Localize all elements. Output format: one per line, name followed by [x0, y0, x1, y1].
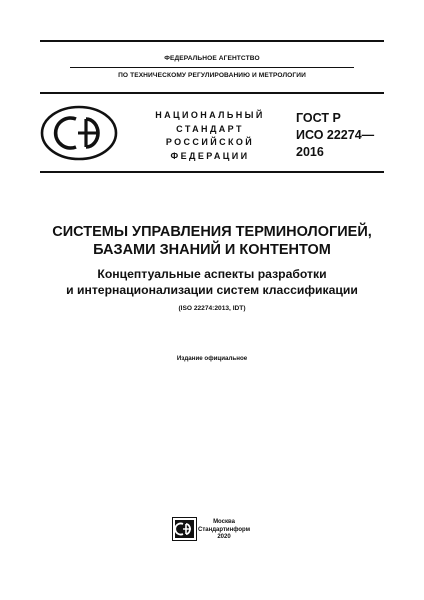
publisher-name: Стандартинформ: [198, 526, 251, 533]
publication-year: 2020: [217, 534, 231, 540]
designation-line-2: ИСО 22274—: [296, 128, 375, 142]
agency-line-2: ПО ТЕХНИЧЕСКОМУ РЕГУЛИРОВАНИЮ И МЕТРОЛОГИИ: [118, 72, 306, 79]
agency-divider: [70, 67, 354, 68]
standard-designation: [296, 110, 386, 161]
standard-type-line: СТАНДАРТ: [176, 123, 244, 134]
standard-type-line: РОССИЙСКОЙ: [165, 137, 255, 147]
title-line-2: БАЗАМИ ЗНАНИЙ И КОНТЕНТОМ: [93, 242, 331, 258]
standard-type-line: НАЦИОНАЛЬНЫЙ: [155, 110, 265, 120]
top-rule: [40, 40, 384, 42]
subtitle-line-1: Концептуальные аспекты разработки: [97, 267, 327, 281]
standartinform-logo-icon: [172, 517, 197, 541]
document-subtitle: [0, 266, 424, 298]
agency-line-1: ФЕДЕРАЛЬНОЕ АГЕНТСТВО: [164, 55, 260, 62]
standard-type-line: ФЕДЕРАЦИИ: [170, 150, 250, 161]
standard-type-block: [140, 109, 280, 163]
publisher-block: [198, 519, 250, 542]
header-bottom-rule: [40, 92, 384, 94]
subtitle-line-2: и интернационализации систем классификации: [66, 283, 358, 297]
designation-line-3: 2016: [296, 145, 324, 159]
publisher-city: Москва: [213, 519, 235, 525]
standard-bottom-rule: [40, 171, 384, 173]
gost-r-mark-icon: [40, 105, 118, 161]
document-title: [0, 223, 424, 259]
iso-reference: (ISO 22274:2013, IDT): [178, 305, 246, 312]
title-line-1: СИСТЕМЫ УПРАВЛЕНИЯ ТЕРМИНОЛОГИЕЙ,: [52, 224, 372, 240]
designation-line-1: ГОСТ Р: [296, 111, 341, 125]
edition-label: Издание официальное: [176, 355, 248, 362]
